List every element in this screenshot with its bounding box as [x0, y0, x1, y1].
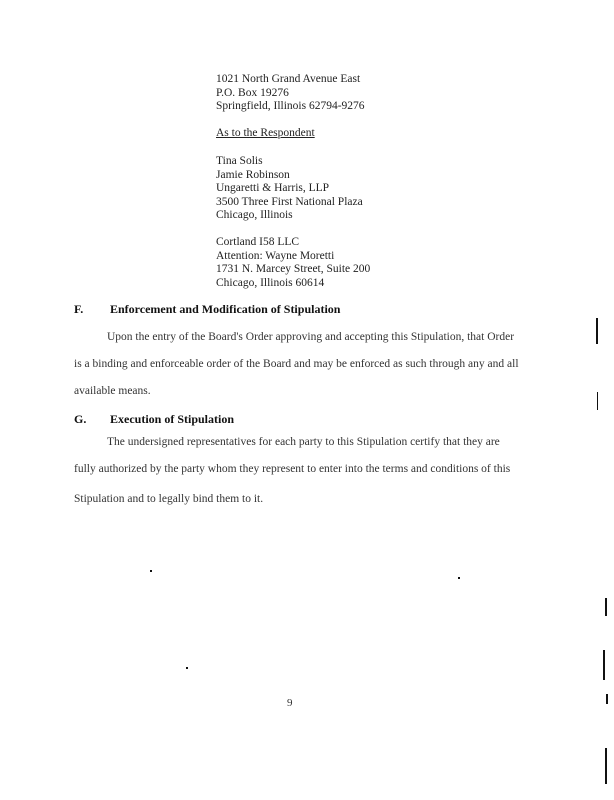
scan-artifact	[605, 748, 607, 784]
scan-artifact	[603, 650, 605, 680]
agency-address-block	[216, 73, 365, 114]
paragraph-line: fully authorized by the party whom they represent to enter into the terms and conditions of this	[74, 463, 511, 475]
section-title: Execution of Stipulation	[110, 412, 235, 426]
address-line: Chicago, Illinois	[216, 209, 293, 221]
paragraph-line: is a binding and enforceable order of the Board and may be enforced as such through any and all	[74, 358, 519, 370]
address-line: Ungaretti & Harris, LLP	[216, 182, 330, 194]
scan-artifact	[458, 577, 460, 579]
section-letter: F.	[74, 302, 84, 316]
address-line: Jamie Robinson	[216, 168, 290, 181]
address-line: Cortland I58 LLC	[216, 236, 300, 248]
address-line: Tina Solis	[216, 155, 263, 167]
section-g-heading	[74, 412, 234, 427]
scan-artifact	[606, 694, 608, 704]
address-line: P.O. Box 19276	[216, 86, 289, 99]
paragraph-line: Upon the entry of the Board's Order approving and accepting this Stipulation, that Order	[107, 331, 515, 343]
address-line: Chicago, Illinois 60614	[216, 276, 325, 289]
scan-artifact	[597, 392, 598, 410]
scan-artifact	[186, 667, 188, 669]
paragraph-line: Stipulation and to legally bind them to it.	[74, 493, 264, 505]
scan-artifact	[605, 598, 607, 616]
respondent-heading: As to the Respondent	[216, 127, 315, 139]
respondent-company-block	[216, 236, 370, 290]
paragraph-line: The undersigned representatives for each party to this Stipulation certify that they are	[107, 436, 500, 448]
scan-artifact	[596, 318, 598, 344]
address-line: Springfield, Illinois 62794-9276	[216, 100, 365, 112]
address-line: 1731 N. Marcey Street, Suite 200	[216, 263, 371, 275]
address-line: Attention: Wayne Moretti	[216, 249, 335, 262]
address-line: 3500 Three First National Plaza	[216, 195, 363, 208]
page-number: 9	[287, 697, 293, 709]
respondent-counsel-block	[216, 155, 363, 223]
scan-artifact	[150, 570, 152, 572]
section-letter: G.	[74, 412, 87, 426]
paragraph-line: available means.	[74, 385, 151, 397]
address-line: 1021 North Grand Avenue East	[216, 73, 361, 85]
section-title: Enforcement and Modification of Stipulation	[110, 302, 341, 316]
section-f-heading	[74, 302, 340, 317]
